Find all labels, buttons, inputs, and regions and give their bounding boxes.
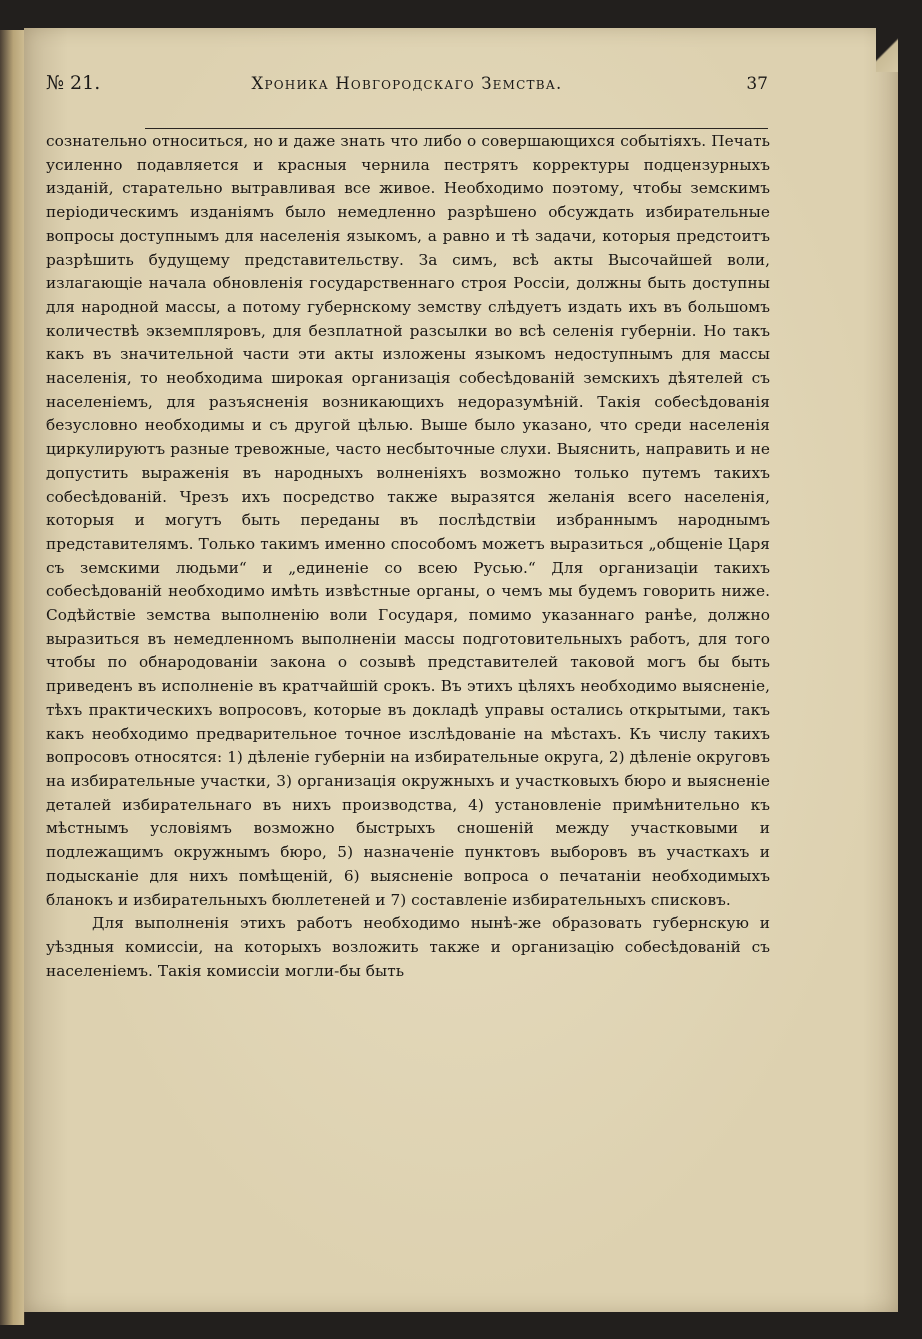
header-title: Хроника Новгородскаго Земства. (251, 74, 563, 93)
paragraph: Для выполненiя этихъ работъ необходимо нынѣ-же образовать губернскую и уѣздныя комиссiи, на которыхъ возложить также и организацiю собесѣдованiй съ населенiемъ. Такiя комиссiи могли-бы быть (46, 914, 770, 980)
issue-number: № 21. (46, 72, 101, 94)
running-header (46, 72, 768, 102)
page-number: 37 (746, 74, 768, 94)
page-corner-fold (876, 28, 898, 72)
paragraph: сознательно относиться, но и даже знать что либо о совершающихся событiяхъ. Печать усиленно подавляется и красныя чернила пестрятъ корректуры подцензурныхъ изданiй, старательно вытравливая все живое. Необходимо поэтому, чтобы земскимъ перiодическимъ изданiямъ было немедленно разрѣшено обсуждать избирательные вопросы доступнымъ для населенiя языкомъ, а равно и тѣ задачи, которыя предстоитъ разрѣшить будущему представительству. За симъ, всѣ акты Высочайшей воли, излагающiе начала обновленiя государственнаго строя Россiи, должны быть доступны для народной массы, а потому губернскому земству слѣдуетъ издать ихъ въ большомъ количествѣ экземпляровъ, для безплатной разсылки во всѣ селенiя губернiи. Но такъ какъ въ значительной части эти акты изложены языкомъ недоступнымъ для массы населенiя, то необходима широкая организацiя собесѣдованiй земскихъ дѣятелей съ населенiемъ, для разъясненiя возникающихъ недоразумѣнiй. Такiя собесѣдованiя безусловно необходимы и съ другой цѣлью. Выше было указано, что среди населенiя циркулируютъ разные тревожные, часто несбыточные слухи. Выяснить, направить и не допустить выраженiя въ народныхъ волненiяхъ возможно только путемъ такихъ собесѣдованiй. Чрезъ ихъ посредство также выразятся желанiя всего населенiя, которыя и могутъ быть переданы въ послѣдствiи избраннымъ народнымъ представителямъ. Только такимъ именно способомъ можетъ выразиться „общенiе Царя съ земскими людьми“ и „единенiе со всею Русью.“ Для организацiи такихъ собесѣдованiй необходимо имѣть извѣстные органы, о чемъ мы будемъ говорить ниже. Содѣйствiе земства выполненiю воли Государя, помимо указаннаго ранѣе, должно выразиться въ немедленномъ выполненiи массы подготовительныхъ работъ, для того чтобы по обнародованiи закона о созывѣ представителей таковой могъ бы быть приведенъ въ исполненiе въ кратчайшiй срокъ. Въ этихъ цѣляхъ необходимо выясненiе, тѣхъ практическихъ вопросовъ, которые въ докладѣ управы остались открытыми, такъ какъ необходимо предварительное точное изслѣдованiе на мѣстахъ. Къ числу такихъ вопросовъ относятся: 1) дѣленiе губернiи на избирательные округа, 2) дѣленiе округовъ на избирательные участки, 3) организацiя окружныхъ и участковыхъ бюро и выясненiе деталей избирательнаго въ нихъ производства, 4) установленiе примѣнительно къ мѣстнымъ условiямъ возможно быстрыхъ сношенiй между участковыми и подлежащимъ окружнымъ бюро, 5) назначенiе пунктовъ выборовъ въ участкахъ и подысканiе для нихъ помѣщенiй, 6) выясненiе вопроса о печатанiи необходимыхъ бланокъ и избирательныхъ бюллетеней и 7) составленiе избирательныхъ списковъ. (46, 132, 770, 909)
body-text (46, 130, 770, 983)
header-rule (145, 128, 768, 129)
adjacent-page-edge (0, 30, 25, 1325)
